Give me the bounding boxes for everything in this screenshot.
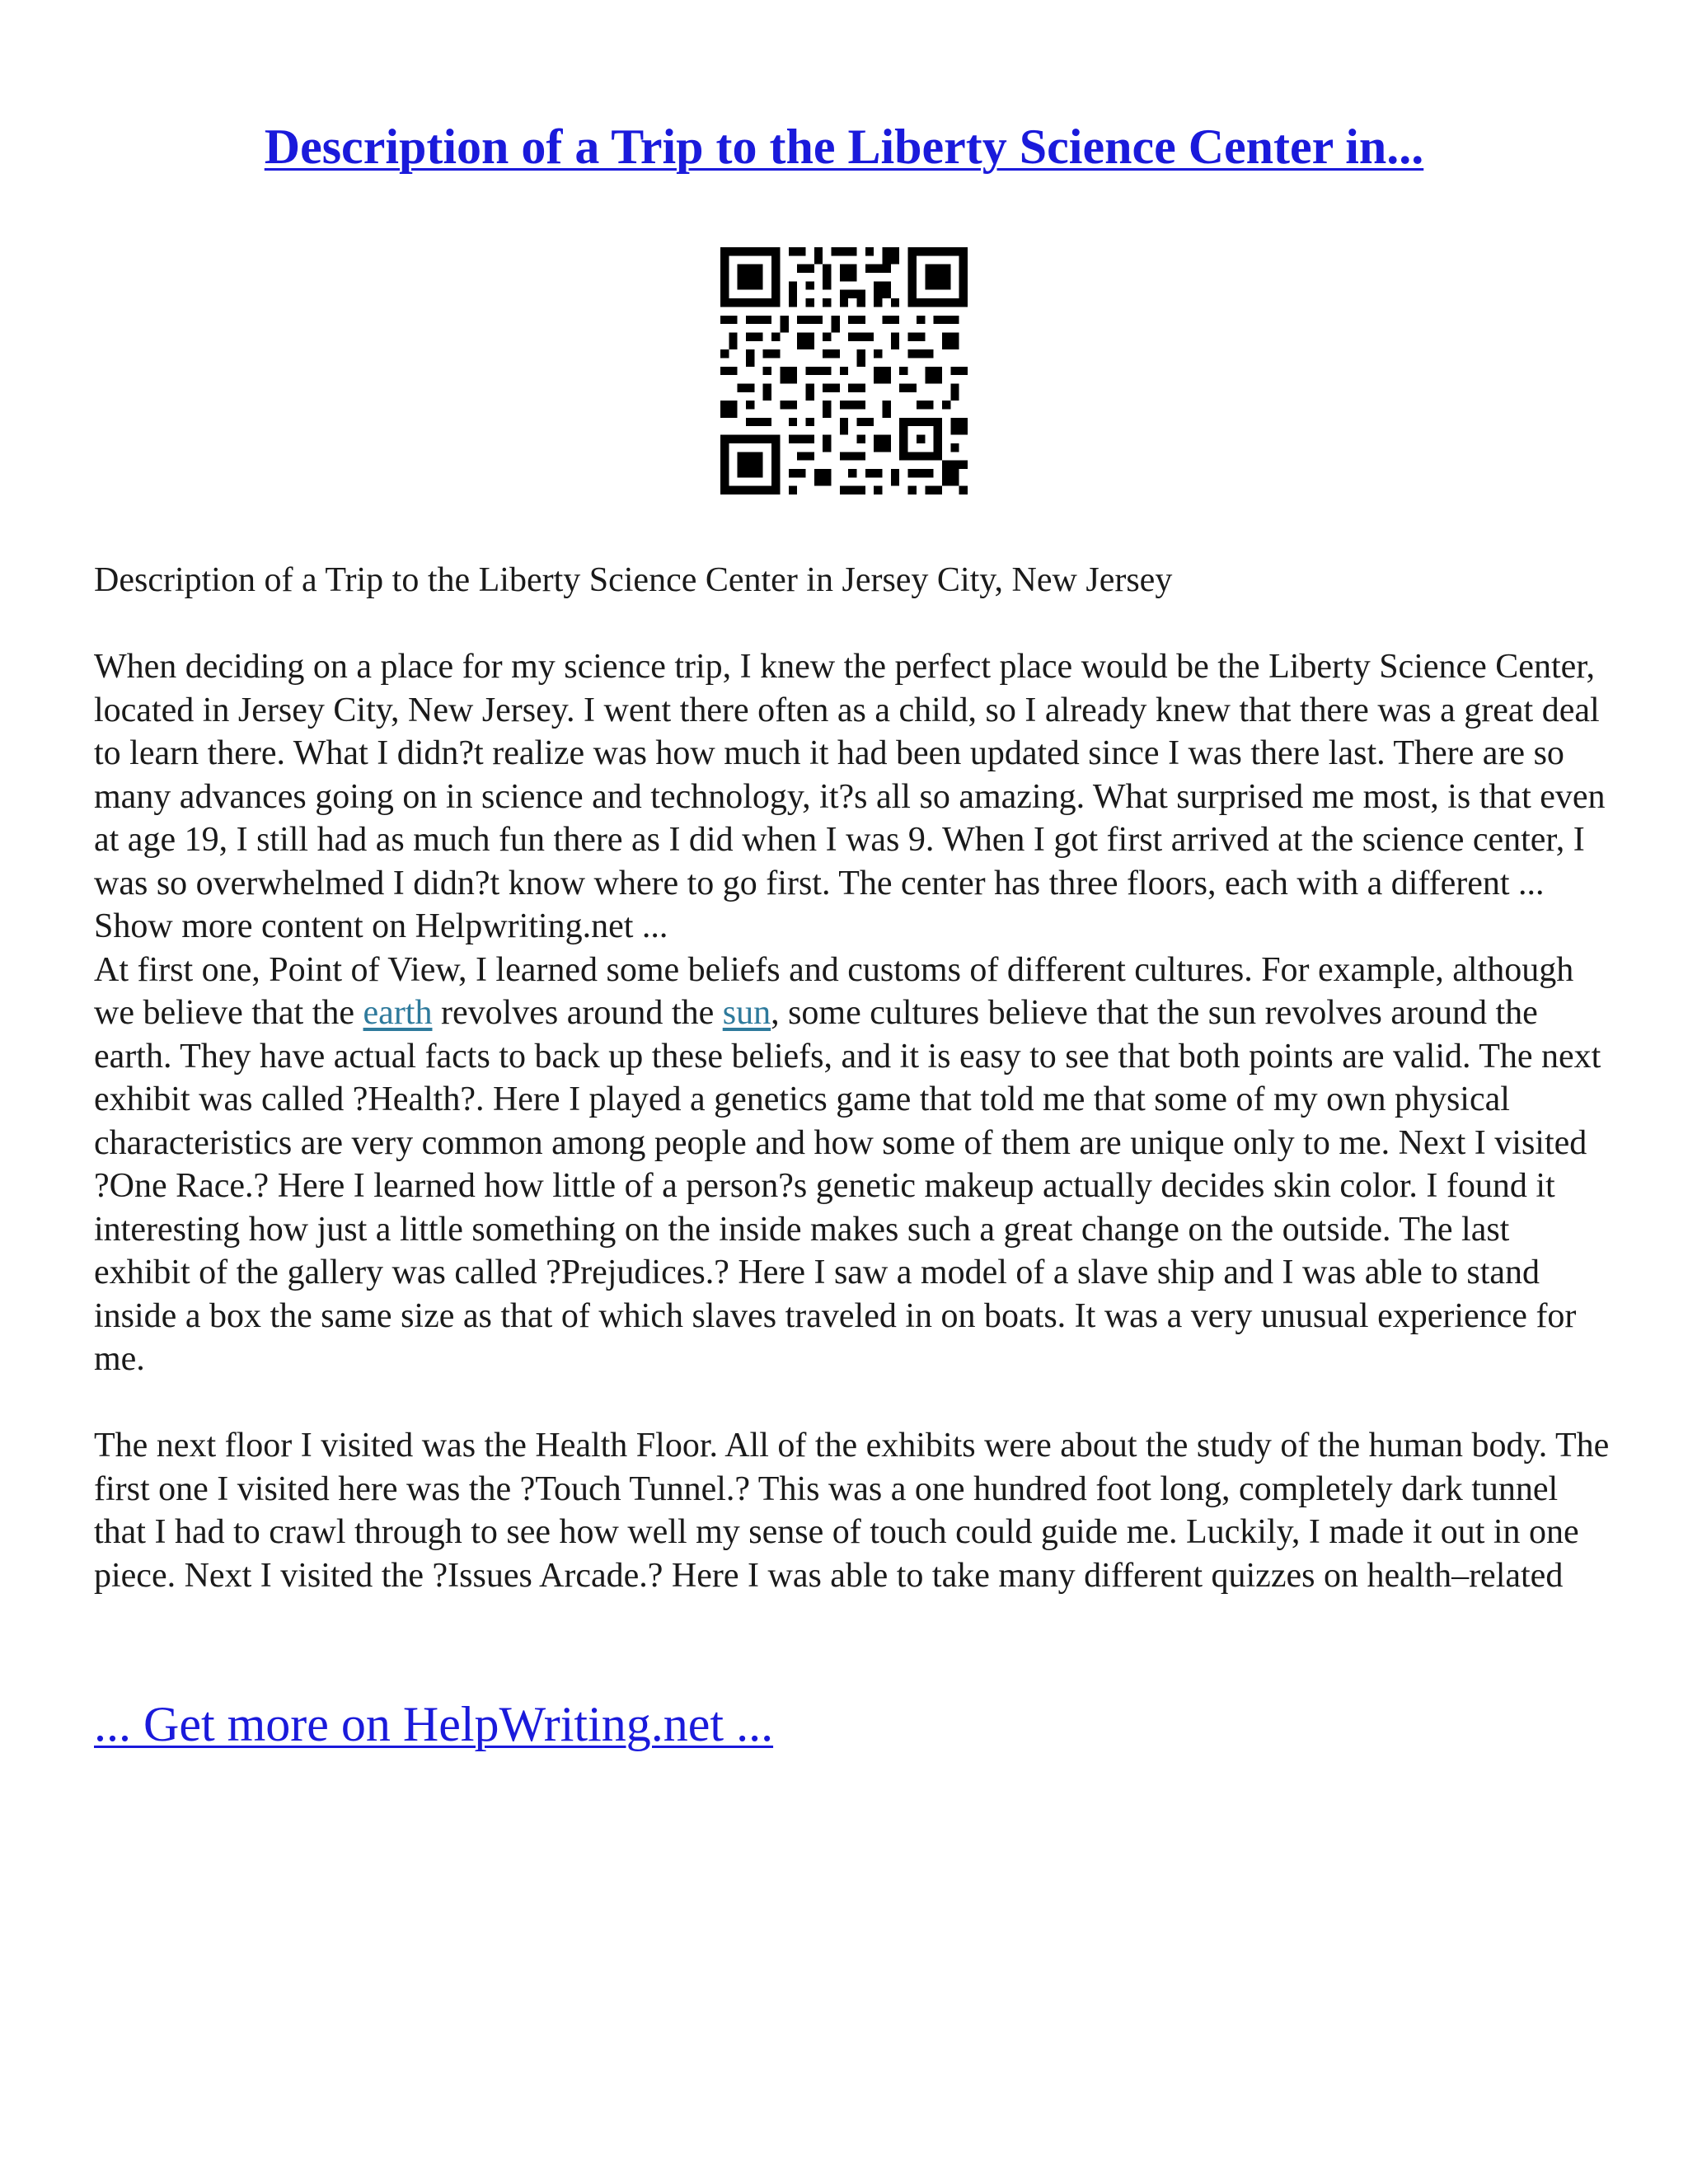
qr-code [720,247,968,494]
paragraph-2-text-c: , some cultures believe that the sun revolves around the earth. They have actual facts to back up these beliefs, and it is easy to see that both points are valid. The next exhibit was called ?Health?. Here I played a genetics game that told me that some of my own physical characteristics are very common among people and how some of them are unique only to me. Next I visited ?One Race.? Here I learned how little of a person?s genetic makeup actually decides skin color. I found it interesting how just a little something on the inside makes such a great change on the outside. The last exhibit of the gallery was called ?Prejudices.? Here I saw a model of a slave ship and I was able to stand inside a box the same size as that of which slaves traveled in on boats. It was a very unusual experience for me. [94,994,1601,1378]
get-more-section [94,1691,773,1757]
spacer [94,602,1611,646]
paragraph-2-text-a: At first one, Point of View, I learned some beliefs and customs of different cultures. For example, although we believe that the [94,950,1574,1032]
earth-link[interactable]: earth [363,994,433,1032]
article-body [94,559,1611,1597]
article-subtitle: Description of a Trip to the Liberty Science Center in Jersey City, New Jersey [94,561,1173,599]
spacer [94,1381,1611,1425]
page-title [0,114,1688,180]
paragraph-2 [94,949,1611,1381]
get-more-link[interactable]: ... Get more on HelpWriting.net ... [94,1697,774,1751]
sun-link[interactable]: sun [722,994,771,1032]
paragraph-2-text-b: revolves around the [432,994,723,1032]
title-link[interactable]: Description of a Trip to the Liberty Science Center in... [264,120,1424,174]
paragraph-1: When deciding on a place for my science trip, I knew the perfect place would be the Liberty Science Center, located in Jersey City, New Jersey. I went there often as a child, so I already knew that there was a great deal to learn there. What I didn?t realize was how much it had been updated since I was there last. There are so many advances going on in science and technology, it?s all so amazing. What surprised me most, is that even at age 19, I still had as much fun there as I did when I was 9. When I got first arrived at the science center, I was so overwhelmed I didn?t know where to go first. The center has three floors, each with a different ... Show more content on Helpwriting.net ... [94,648,1606,945]
paragraph-3: The next floor I visited was the Health Floor. All of the exhibits were about the study of the human body. The first one I visited here was the ?Touch Tunnel.? This was a one hundred foot long, completely dark tunnel that I had to crawl through to see how well my sense of touch could guide me. Luckily, I made it out in one piece. Next I visited the ?Issues Arcade.? Here I was able to take many different quizzes on health–related [94,1427,1610,1595]
